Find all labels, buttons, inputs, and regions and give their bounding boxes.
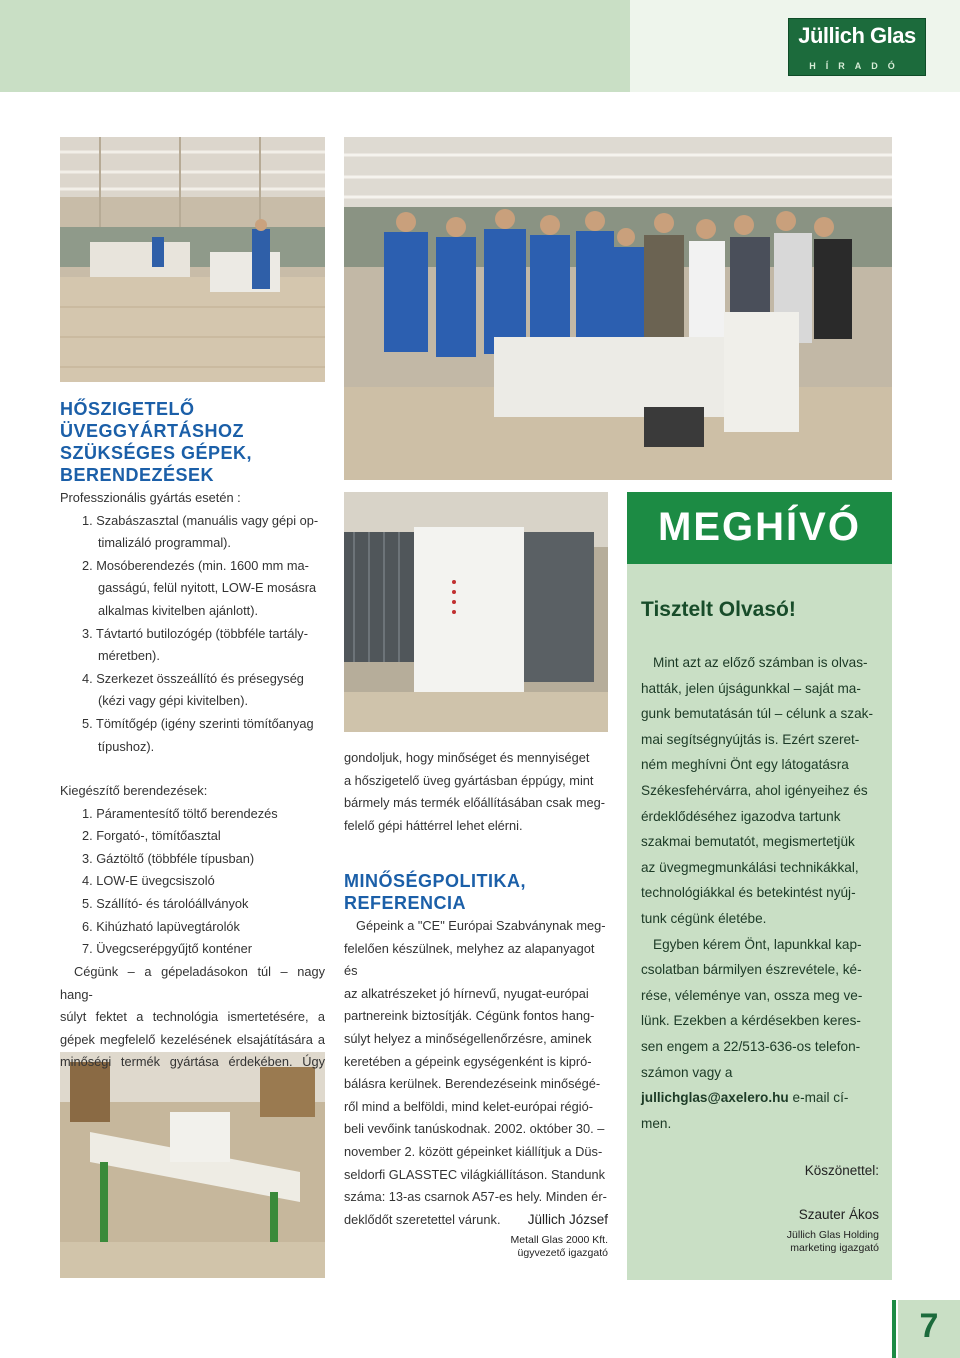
extra-equipment: [60, 780, 330, 961]
text-line: számon vagy a: [641, 1064, 733, 1080]
role-line: Metall Glas 2000 Kft.: [510, 1234, 608, 1246]
list-item-cont: timalizáló programmal).: [98, 535, 231, 551]
list-item-cont: alkalmas kivitelben ajánlott).: [98, 602, 259, 618]
text-line: mai segítségnyújtás is. Ezért szeret-: [641, 731, 860, 747]
text-line: súlyt fektet a technológia ismertetésére, a: [60, 1009, 325, 1025]
role-line: marketing igazgató: [790, 1242, 879, 1254]
text-line: gunk bemutatásán túl – célunk a szak-: [641, 706, 873, 722]
text-line: Székesfehérvárra, ahol igényeihez és: [641, 782, 868, 798]
text-line: érdeklődéséhez igazodva tartunk: [641, 808, 841, 824]
extra-list: [60, 803, 330, 961]
text-line: bármely más termék előállításában csak meg-: [344, 795, 606, 811]
machines-heading: [60, 398, 325, 486]
text-line: hatták, jelen újságunkkal – saját ma-: [641, 680, 861, 696]
heading-line: BERENDEZÉSEK: [60, 465, 215, 485]
email-line: [641, 1085, 879, 1111]
text-line: bálásra kerülnek. Berendezéseink minőségé-: [344, 1076, 601, 1092]
list-item: 4. Szerkezet összeállító és présegység: [82, 670, 304, 686]
list-item-cont: méretben).: [98, 648, 160, 664]
logo-subtitle: HÍRADÓ: [809, 61, 905, 71]
text-line: száma: 13-as csarnok A57-es hely. Minden ér-: [344, 1189, 607, 1205]
list-item: 7. Üvegcserépgyűjtő konténer: [82, 941, 253, 957]
text-line: súlyt helyez a minőségellenőrzésre, aminek: [344, 1030, 592, 1046]
closing-paragraph: [60, 961, 325, 1074]
text-line: men.: [641, 1115, 672, 1131]
role-line: Jüllich Glas Holding: [786, 1229, 879, 1241]
extra-heading: Kiegészítő berendezések:: [60, 783, 208, 798]
intro-text: Professzionális gyártás esetén :: [60, 490, 241, 505]
continued-paragraph: [344, 747, 610, 837]
text-line: ről mind a belföldi, mind kelet-európai régió-: [344, 1098, 593, 1114]
text-line: tunk cégünk életébe.: [641, 910, 767, 926]
machines-body: [60, 487, 330, 758]
text-line: deklődőt szeretettel várunk.: [344, 1211, 501, 1227]
text-line: az üvegmegmunkálási technikákkal,: [641, 859, 859, 875]
text-line: felelően készülnek, melyhez az alapanyagot és: [344, 940, 595, 979]
text-line: rése, véleménye van, ossza meg ve-: [641, 987, 863, 1003]
text-line: szakmai bemutatót, megismertetjük: [641, 834, 855, 850]
invitation-body: [641, 650, 879, 1136]
invitation-greeting: Tisztelt Olvasó!: [641, 598, 796, 621]
role-line: ügyvezető igazgató: [517, 1247, 608, 1259]
heading-line: REFERENCIA: [344, 893, 467, 913]
quality-body: [344, 915, 610, 1231]
text-line: november 2. között gépeinket kiállítjuk a Düs-: [344, 1143, 603, 1159]
text-line: a hőszigetelő üveg gyártásban éppúgy, mint: [344, 772, 594, 788]
text-line: felelő gépi háttérrel lehet elérni.: [344, 817, 523, 833]
text-line: partnereink biztosítják. Cégünk fontos hang-: [344, 1008, 595, 1024]
header-band: [0, 0, 630, 92]
text-line: minőségi termék gyártása érdekében. Úgy: [60, 1054, 325, 1070]
invitation-signature-name: Szauter Ákos: [798, 1207, 879, 1222]
text-line: technológiákkal és betekintést nyúj-: [641, 885, 856, 901]
heading-line: HŐSZIGETELŐ: [60, 399, 195, 419]
main-list: [60, 510, 330, 759]
list-item: 5. Tömítőgép (igény szerinti tömítőanyag: [82, 715, 314, 731]
brand-logo: [788, 18, 926, 76]
text-line: seldorfi GLASSTEC világkiállításon. Standunk: [344, 1166, 606, 1182]
invitation-title: MEGHÍVÓ: [658, 505, 861, 549]
text-line: Gépeink a "CE" Európai Szabványnak meg-: [356, 918, 606, 933]
email-suffix: e-mail cí-: [788, 1090, 849, 1106]
list-item: 3. Gáztöltő (többféle típusban): [82, 850, 255, 866]
list-item: 5. Szállító- és tárolóállványok: [82, 895, 249, 911]
list-item: 3. Távtartó butilozógép (többféle tartály-: [82, 625, 308, 641]
heading-line: MINŐSÉGPOLITIKA,: [344, 871, 527, 891]
text-line: ném meghívni Önt egy látogatásra: [641, 757, 849, 773]
text-line: csolatban bármilyen észrevétele, ké-: [641, 962, 862, 978]
page-number: 7: [898, 1300, 960, 1358]
team-photo: [344, 137, 892, 480]
text-line: keretében a gépeink egységenként is kipró-: [344, 1053, 592, 1069]
washer-machine-photo: [344, 492, 608, 732]
signature-name: Jüllich József: [527, 1212, 608, 1227]
workshop-photo: [60, 137, 325, 382]
list-item: 1. Szabászasztal (manuális vagy gépi op-: [82, 512, 319, 528]
text-line: sen engem a 22/513-636-os telefon-: [641, 1038, 861, 1054]
text-line: beli vevőink tanúskodnak. 2002. október 30. –: [344, 1121, 605, 1137]
sealing-table-photo: [60, 1052, 325, 1278]
list-item: 1. Páramentesítő töltő berendezés: [82, 805, 278, 821]
page-number-bar: [892, 1300, 896, 1358]
list-item: 2. Mosóberendezés (min. 1600 mm ma-: [82, 557, 309, 573]
list-item-cont: gasságú, felül nyitott, LOW-E mosásra: [98, 580, 317, 596]
email-link[interactable]: jullichglas@axelero.hu: [641, 1090, 789, 1106]
text-line: Mint azt az előző számban is olvas-: [653, 655, 868, 670]
logo-title: Jüllich Glas: [798, 23, 916, 48]
invitation-signature-role: [641, 1229, 879, 1255]
heading-line: SZÜKSÉGES GÉPEK,: [60, 443, 253, 463]
thanks-text: Köszönettel:: [804, 1163, 879, 1178]
list-item: 6. Kihúzható lapüvegtárolók: [82, 918, 240, 934]
list-item-cont: (kézi vagy gépi kivitelben).: [98, 693, 249, 709]
signature-role: [344, 1234, 608, 1260]
text-line: Cégünk – a gépeladásokon túl – nagy hang-: [60, 964, 325, 1002]
text-line: gépek megfelelő kezelésének elsajátítására a: [60, 1031, 325, 1047]
quality-heading: [344, 870, 610, 914]
list-item: 4. LOW-E üvegcsiszoló: [82, 873, 215, 889]
text-line: gondoljuk, hogy minőséget és mennyiséget: [344, 750, 590, 765]
list-item: 2. Forgató-, tömítőasztal: [82, 828, 221, 844]
text-line: az alkatrészeket jó hírnevű, nyugat-európai: [344, 985, 589, 1001]
list-item-cont: típushoz).: [98, 738, 155, 754]
text-line: lünk. Ezekben a kérdésekben keres-: [641, 1013, 861, 1029]
text-line: Egyben kérem Önt, lapunkkal kap-: [653, 936, 862, 952]
heading-line: ÜVEGGYÁRTÁSHOZ: [60, 421, 245, 441]
